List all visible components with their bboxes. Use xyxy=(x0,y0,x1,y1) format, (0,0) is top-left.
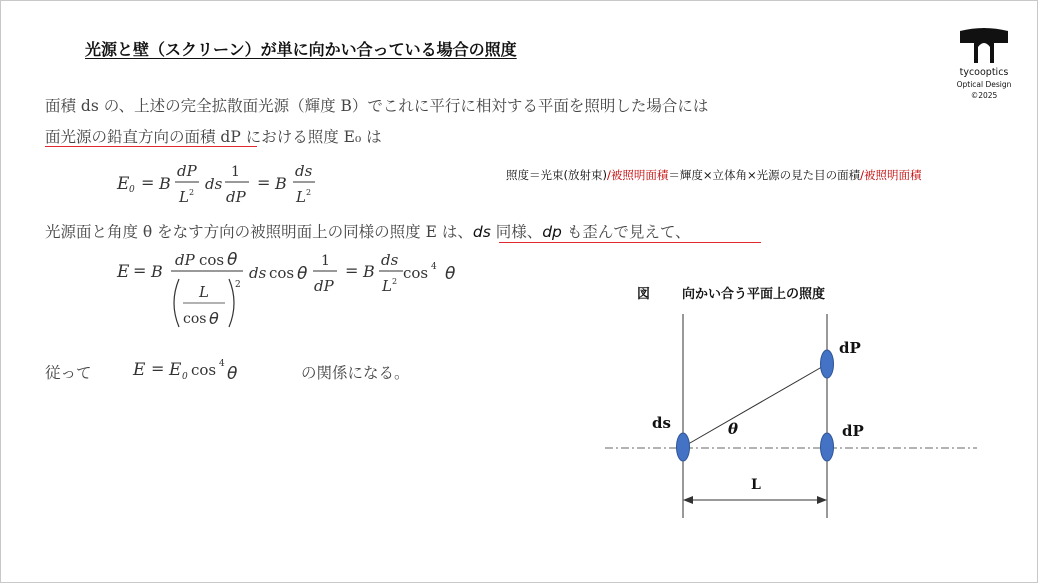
svg-text:=: = xyxy=(151,359,165,378)
line3-dp: dp xyxy=(542,223,562,241)
ray-line xyxy=(683,364,827,447)
svg-text:cos: cos xyxy=(183,311,207,327)
svg-text:=: = xyxy=(257,173,271,192)
formula-result xyxy=(129,353,249,387)
svg-text:L: L xyxy=(179,188,189,206)
label-ds: ds xyxy=(652,414,671,432)
svg-text:E: E xyxy=(169,360,182,380)
svg-text:2: 2 xyxy=(306,188,312,197)
svg-text:E: E xyxy=(117,262,130,282)
svg-text:θ: θ xyxy=(297,264,308,284)
svg-text:0: 0 xyxy=(129,185,135,195)
ds-source-ellipse xyxy=(677,433,690,461)
svg-text:2: 2 xyxy=(189,188,195,197)
svg-text:B: B xyxy=(151,262,163,281)
line3-text-c: も歪んで見えて、 xyxy=(561,223,691,241)
svg-text:cos: cos xyxy=(269,264,295,282)
dimension-arrow-right-icon xyxy=(817,496,827,504)
note-part-4: /被照明面積 xyxy=(860,168,922,182)
underline-1 xyxy=(45,146,257,147)
line3-ds: ds xyxy=(472,223,491,241)
logo-name: tycooptics xyxy=(959,67,1009,78)
label-dP-top: dP xyxy=(839,339,861,357)
figure-caption-title: 向かい合う平面上の照度 xyxy=(682,287,826,302)
svg-text:dP: dP xyxy=(175,251,195,269)
svg-text:4: 4 xyxy=(219,359,225,369)
page-title: 光源と壁（スクリーン）が単に向かい合っている場合の照度 xyxy=(85,40,517,59)
intro-line-1: 面積 ds の、上述の完全拡散面光源（輝度 B）でこれに平行に相対する平面を照明した場合には xyxy=(45,97,709,115)
dP-top-ellipse xyxy=(821,350,834,378)
svg-text:1: 1 xyxy=(321,253,330,269)
formula-e0 xyxy=(113,156,333,210)
logo xyxy=(951,27,1017,100)
tycooptics-logo-icon xyxy=(956,27,1012,65)
label-L: L xyxy=(751,477,761,493)
figure-caption-label: 図 xyxy=(637,287,651,302)
svg-text:cos: cos xyxy=(191,361,217,379)
svg-text:=: = xyxy=(141,173,155,192)
svg-text:θ: θ xyxy=(445,264,456,284)
svg-text:θ: θ xyxy=(227,250,238,270)
svg-text:dP: dP xyxy=(226,188,246,206)
intro-line-2: 面光源の鉛直方向の面積 dP における照度 E₀ は xyxy=(45,128,382,146)
line3-text-b: 同様、 xyxy=(490,223,543,241)
intro-line-3 xyxy=(45,220,691,242)
svg-text:B: B xyxy=(159,174,171,193)
svg-text:θ: θ xyxy=(227,364,238,384)
underline-2 xyxy=(499,242,761,243)
svg-text:L: L xyxy=(199,283,209,301)
dimension-arrow-left-icon xyxy=(683,496,693,504)
svg-text:2: 2 xyxy=(235,280,241,290)
svg-text:1: 1 xyxy=(231,164,240,180)
svg-text:L: L xyxy=(296,188,306,206)
note-part-2: /被照明面積 xyxy=(606,168,669,182)
svg-text:ds: ds xyxy=(381,251,399,269)
note-part-3: ＝輝度×立体角×光源の見た目の面積 xyxy=(668,168,861,182)
logo-copyright: ©2025 xyxy=(970,91,998,100)
svg-text:E: E xyxy=(133,360,146,380)
formula-e xyxy=(113,245,473,337)
illuminance-diagram xyxy=(601,276,981,526)
svg-text:θ: θ xyxy=(209,309,219,328)
svg-text:4: 4 xyxy=(431,262,437,272)
svg-text:E: E xyxy=(117,174,130,194)
svg-text:ds: ds xyxy=(295,162,313,180)
conclusion-text: の関係になる。 xyxy=(301,364,410,382)
svg-text:dP: dP xyxy=(314,277,334,295)
logo-subtitle: Optical Design xyxy=(956,80,1012,89)
label-dP-bottom: dP xyxy=(842,422,864,440)
illuminance-note xyxy=(506,167,922,183)
dP-bottom-ellipse xyxy=(821,433,834,461)
svg-text:L: L xyxy=(382,277,392,295)
note-part-1: 照度＝光束(放射束) xyxy=(506,168,607,182)
svg-text:=: = xyxy=(345,261,359,280)
label-theta: θ xyxy=(728,420,739,438)
svg-text:cos: cos xyxy=(199,251,225,269)
svg-text:ds: ds xyxy=(205,175,223,193)
svg-text:ds: ds xyxy=(249,264,267,282)
svg-text:=: = xyxy=(133,261,147,280)
conclusion-label: 従って xyxy=(45,364,92,382)
svg-text:B: B xyxy=(275,174,287,193)
svg-text:B: B xyxy=(363,262,375,281)
svg-text:0: 0 xyxy=(182,372,188,382)
svg-text:dP: dP xyxy=(177,162,197,180)
svg-text:2: 2 xyxy=(392,277,398,286)
line3-text-a: 光源面と角度 θ をなす方向の被照明面上の同様の照度 E は、 xyxy=(45,223,473,241)
svg-text:cos: cos xyxy=(403,264,429,282)
